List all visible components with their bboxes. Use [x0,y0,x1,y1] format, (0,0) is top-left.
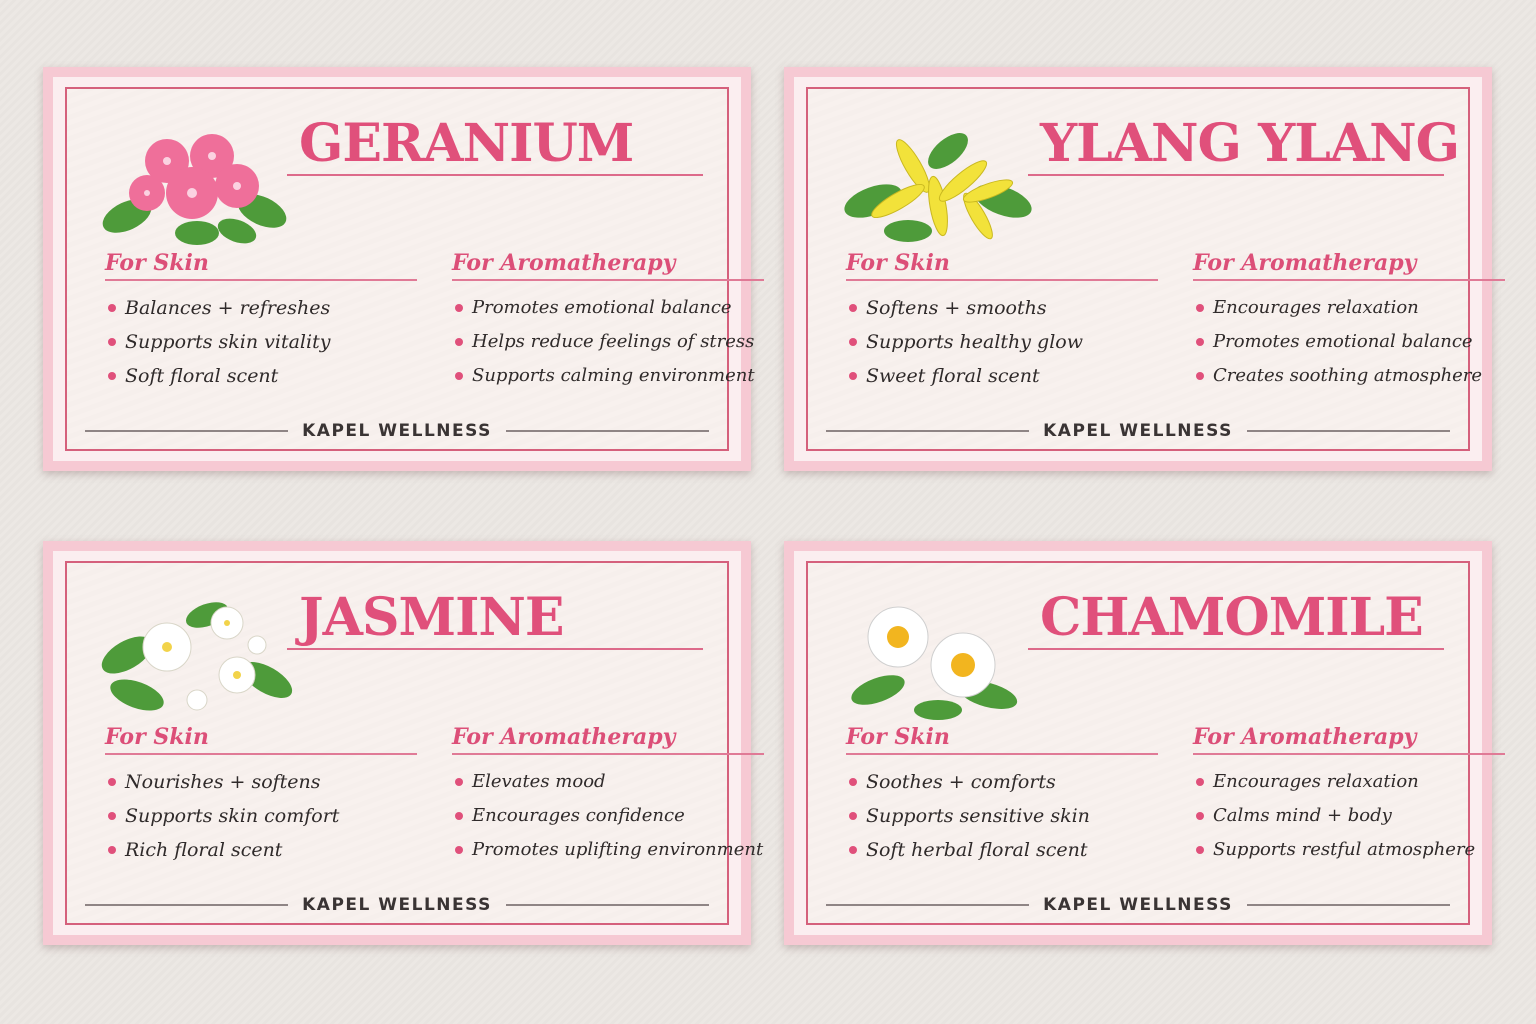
aroma-heading: For Aromatherapy [1193,249,1505,281]
card-geranium [43,67,755,471]
brand-name: KAPEL WELLNESS [1043,421,1233,441]
skin-list [846,765,1158,867]
skin-list [105,765,417,867]
footer-line [826,904,1029,906]
card-footer [826,419,1450,443]
card-chamomile [784,541,1492,945]
card-inner [65,561,764,925]
footer-line [85,430,288,432]
list-item: Supports sensitive skin [846,799,1158,833]
list-item: Promotes uplifting environment [452,833,764,867]
skin-column [846,249,1158,393]
aroma-heading: For Aromatherapy [1193,723,1505,755]
footer-line [826,430,1029,432]
card-title: JASMINE [299,587,564,648]
card-inner [806,561,1476,925]
list-item: Calms mind + body [1193,799,1505,833]
brand-name: KAPEL WELLNESS [302,895,492,915]
list-item: Supports skin comfort [105,799,417,833]
skin-heading: For Skin [105,249,417,281]
list-item: Encourages confidence [452,799,764,833]
skin-column [846,723,1158,867]
footer-line [85,904,288,906]
aroma-column [452,249,764,393]
list-item: Promotes emotional balance [452,291,764,325]
list-item: Soft floral scent [105,359,417,393]
aroma-list [452,291,764,393]
aroma-column [1193,723,1505,867]
list-item: Supports healthy glow [846,325,1158,359]
aroma-heading: For Aromatherapy [452,249,764,281]
list-item: Softens + smooths [846,291,1158,325]
title-divider [1028,648,1444,650]
aroma-list [1193,291,1505,393]
card-footer [85,893,709,917]
list-item: Creates soothing atmosphere [1193,359,1505,393]
aroma-list [452,765,764,867]
footer-line [506,904,709,906]
skin-list [105,291,417,393]
title-divider [287,648,703,650]
card-footer [85,419,709,443]
list-item: Supports calming environment [452,359,764,393]
list-item: Soft herbal floral scent [846,833,1158,867]
skin-heading: For Skin [846,249,1158,281]
skin-column [105,723,417,867]
list-item: Soothes + comforts [846,765,1158,799]
list-item: Elevates mood [452,765,764,799]
brand-name: KAPEL WELLNESS [1043,895,1233,915]
aroma-column [1193,249,1505,393]
footer-line [506,430,709,432]
skin-heading: For Skin [105,723,417,755]
card-title: GERANIUM [299,113,634,174]
skin-column [105,249,417,393]
list-item: Supports restful atmosphere [1193,833,1505,867]
list-item: Helps reduce feelings of stress [452,325,764,359]
list-item: Nourishes + softens [105,765,417,799]
card-jasmine [43,541,764,945]
list-item: Rich floral scent [105,833,417,867]
list-item: Encourages relaxation [1193,291,1505,325]
aroma-heading: For Aromatherapy [452,723,764,755]
card-footer [826,893,1450,917]
card-title: YLANG YLANG [1040,113,1460,174]
list-item: Promotes emotional balance [1193,325,1505,359]
footer-line [1247,430,1450,432]
list-item: Balances + refreshes [105,291,417,325]
card-title: CHAMOMILE [1040,587,1423,648]
skin-heading: For Skin [846,723,1158,755]
aroma-column [452,723,764,867]
brand-name: KAPEL WELLNESS [302,421,492,441]
list-item: Encourages relaxation [1193,765,1505,799]
title-divider [1028,174,1444,176]
card-inner [806,87,1483,451]
footer-line [1247,904,1450,906]
skin-list [846,291,1158,393]
card-inner [65,87,755,451]
aroma-list [1193,765,1505,867]
title-divider [287,174,703,176]
card-ylang-ylang [784,67,1492,471]
list-item: Supports skin vitality [105,325,417,359]
list-item: Sweet floral scent [846,359,1158,393]
